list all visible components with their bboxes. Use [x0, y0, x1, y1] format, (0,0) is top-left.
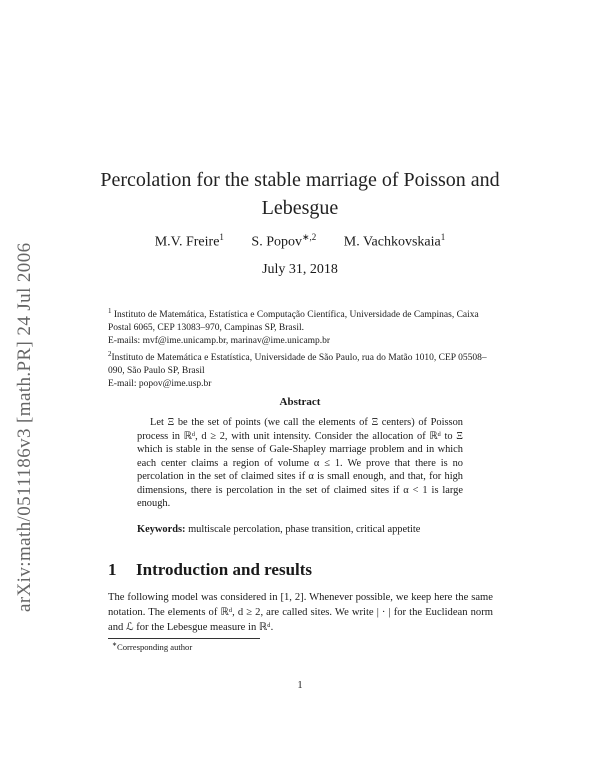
abstract-heading: Abstract [279, 396, 321, 408]
author-list [100, 232, 500, 251]
abstract-body [137, 416, 463, 511]
author-1: M.V. Freire$^1$ [154, 232, 224, 250]
affiliation-1: $^1$ Instituto de Matemática, Estatística e Computação Científica, Universidade de Campinas, Caixa Postal 6065, CEP 13083–970, Campinas SP, Brasil. [108, 307, 479, 334]
affiliation-1-emails: E-mails: mvf@ime.unicamp.br, marinav@ime.unicamp.br [108, 336, 331, 347]
section-heading [108, 560, 498, 580]
section-number: 1 [108, 560, 117, 579]
body-paragraph [108, 590, 493, 635]
affiliations [108, 305, 496, 391]
section-title: Introduction and results [136, 560, 313, 579]
author-3: M. Vachkovskaia$^1$ [343, 232, 446, 250]
author-2: S. Popov$^{∗,2}$ [251, 232, 317, 250]
arxiv-identifier: arXiv:math/0511186v3 [math.PR] 24 Jul 2006 [14, 242, 35, 612]
paper-date: July 31, 2018 [262, 262, 338, 277]
keywords-text: multiscale percolation, phase transition, critical appetite [188, 524, 421, 535]
keywords-label: Keywords: [137, 524, 186, 535]
affiliation-2-email: E-mail: popov@ime.usp.br [108, 379, 212, 390]
paper-title: Percolation for the stable marriage of Poisson and Lebesgue [100, 169, 500, 219]
footnote-rule [108, 638, 260, 639]
affiliation-2: $^2$Instituto de Matemática e Estatística, Universidade de São Paulo, rua do Matão 1010, CEP 05508–090, São Paulo SP, Brasil [108, 350, 487, 377]
keywords [137, 524, 497, 535]
abstract-text: Let Ξ be the set of points (we call the elements of Ξ centers) of Poisson process in ℝᵈ, d ≥ 2, with unit intensity. Consider the allocation of ℝᵈ to Ξ which is stable in the sense of Gale-Shapley marriage problem and in which each center claims a region of volume α ≤ 1. We prove that there is no percolation in the set of claimed sites if α is small enough, and that, for high dimensions, there is percolation in the set of claimed sites if α < 1 is large enough. [137, 417, 463, 509]
footnote: ∗Corresponding author [112, 641, 193, 652]
body-text: The following model was considered in [1, 2]. Whenever possible, we keep here the same notation. The elements of ℝᵈ, d ≥ 2, are called sites. We write | · | for the Euclidean norm and ℒ for the Lebesgue measure in ℝᵈ. [108, 592, 493, 633]
page-number: 1 [297, 680, 303, 691]
